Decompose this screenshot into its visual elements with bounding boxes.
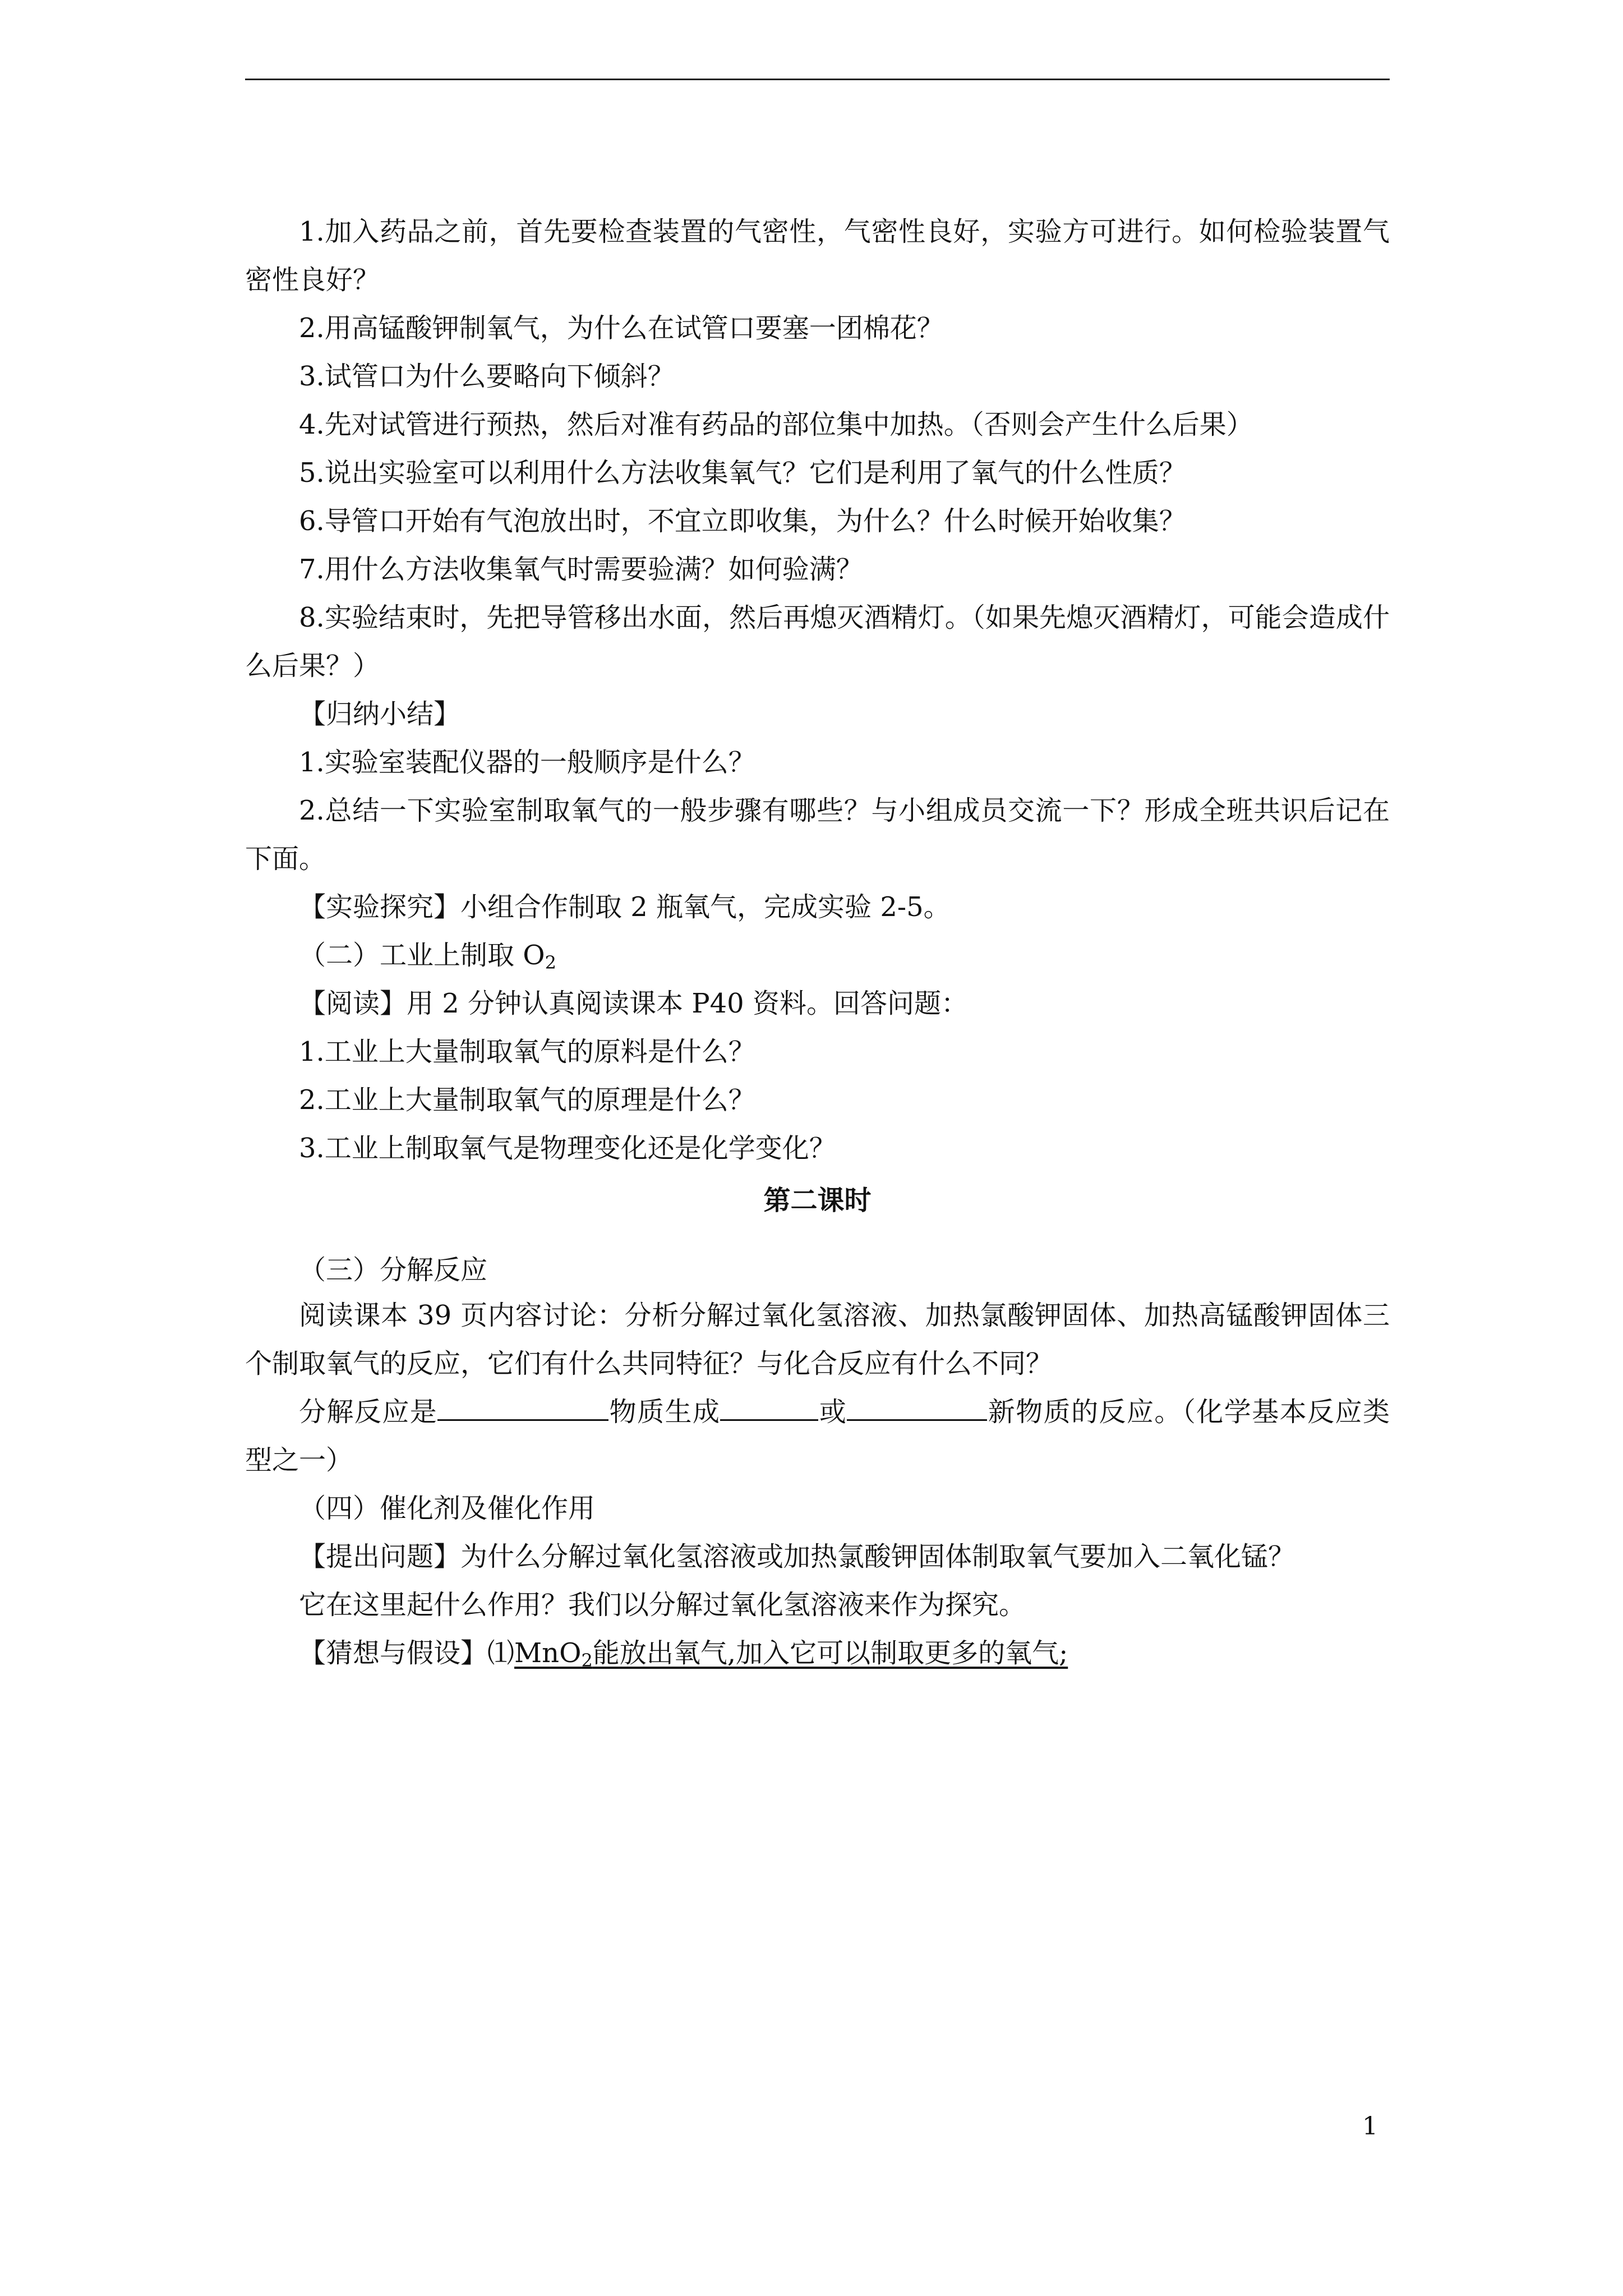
question-paragraph-2: 它在这里起什么作用？我们以分解过氧化氢溶液来作为探究。 [299, 1589, 1026, 1621]
industrial-item-3: 3.工业上制取氧气是物理变化还是化学变化？ [299, 1133, 836, 1164]
discussion-paragraph: 阅读课本 39 页内容讨论：分析分解过氧化氢溶液、加热氯酸钾固体、加热高锰酸钾固体三个制取氧气的反应，它们有什么共同特征？与化合反应有什么不同？ [245, 1300, 1390, 1379]
definition-part-4: 新物质的反应。（化学基本反应类型之一） [245, 1396, 1390, 1476]
reading-paragraph: 【阅读】用 2 分钟认真阅读课本 P40 资料。回答问题： [299, 988, 968, 1019]
hypothesis-label: 【猜想与假设】 [299, 1637, 488, 1669]
industrial-item-1: 1.工业上大量制取氧气的原料是什么？ [299, 1036, 755, 1068]
definition-paragraph [245, 1388, 1390, 1484]
document-body [245, 208, 1390, 1677]
industrial-heading [245, 931, 1390, 979]
question-paragraph: 【提出问题】为什么分解过氧化氢溶液或加热氯酸钾固体制取氧气要加入二氧化锰？ [299, 1541, 1295, 1572]
question-3: 3.试管口为什么要略向下倾斜？ [299, 361, 675, 392]
question-8: 8.实验结束时，先把导管移出水面，然后再熄灭酒精灯。（如果先熄灭酒精灯，可能会造成什么后果？） [245, 602, 1390, 682]
summary-item-1: 1.实验室装配仪器的一般顺序是什么？ [299, 747, 755, 778]
question-6: 6.导管口开始有气泡放出时，不宜立即收集，为什么？什么时候开始收集？ [299, 505, 1186, 537]
definition-blank-2[interactable] [720, 1393, 818, 1421]
summary-heading: 【归纳小结】 [299, 698, 461, 730]
definition-part-3: 或 [818, 1396, 847, 1428]
definition-blank-3[interactable] [847, 1393, 987, 1421]
section-4-heading: （四）催化剂及催化作用 [299, 1493, 596, 1524]
hypothesis-number: ⑴ [487, 1637, 515, 1669]
formula-text: MnO [514, 1637, 582, 1669]
question-7: 7.用什么方法收集氧气时需要验满？如何验满？ [299, 554, 863, 585]
section-3-heading: （三）分解反应 [299, 1254, 488, 1286]
definition-part-2: 物质生成 [608, 1396, 721, 1428]
definition-part-1: 分解反应是 [299, 1396, 438, 1428]
definition-blank-1[interactable] [437, 1393, 608, 1421]
experiment-paragraph: 【实验探究】小组合作制取 2 瓶氧气，完成实验 2-5。 [299, 891, 951, 923]
industrial-heading-subscript: 2 [545, 952, 556, 973]
formula-subscript: 2 [581, 1650, 593, 1671]
summary-item-2: 2.总结一下实验室制取氧气的一般步骤有哪些？与小组成员交流一下？形成全班共识后记在下面。 [245, 795, 1390, 875]
hypothesis-paragraph [245, 1629, 1390, 1677]
question-5: 5.说出实验室可以利用什么方法收集氧气？它们是利用了氧气的什么性质？ [299, 457, 1186, 489]
hypothesis-text: 能放出氧气,加入它可以制取更多的氧气; [592, 1637, 1068, 1669]
industrial-item-2: 2.工业上大量制取氧气的原理是什么？ [299, 1084, 755, 1116]
question-4: 4.先对试管进行预热，然后对准有药品的部位集中加热。（否则会产生什么后果） [299, 409, 1253, 440]
page-number: 1 [1362, 2112, 1378, 2141]
header-rule [245, 79, 1390, 80]
lesson-2-title: 第二课时 [763, 1185, 872, 1216]
question-2: 2.用高锰酸钾制氧气，为什么在试管口要塞一团棉花？ [299, 312, 944, 344]
question-1: 1.加入药品之前，首先要检查装置的气密性，气密性良好，实验方可进行。如何检验装置气密性良好？ [245, 216, 1390, 296]
hypothesis-formula [514, 1637, 593, 1669]
industrial-heading-text: （二）工业上制取 O [299, 940, 545, 971]
